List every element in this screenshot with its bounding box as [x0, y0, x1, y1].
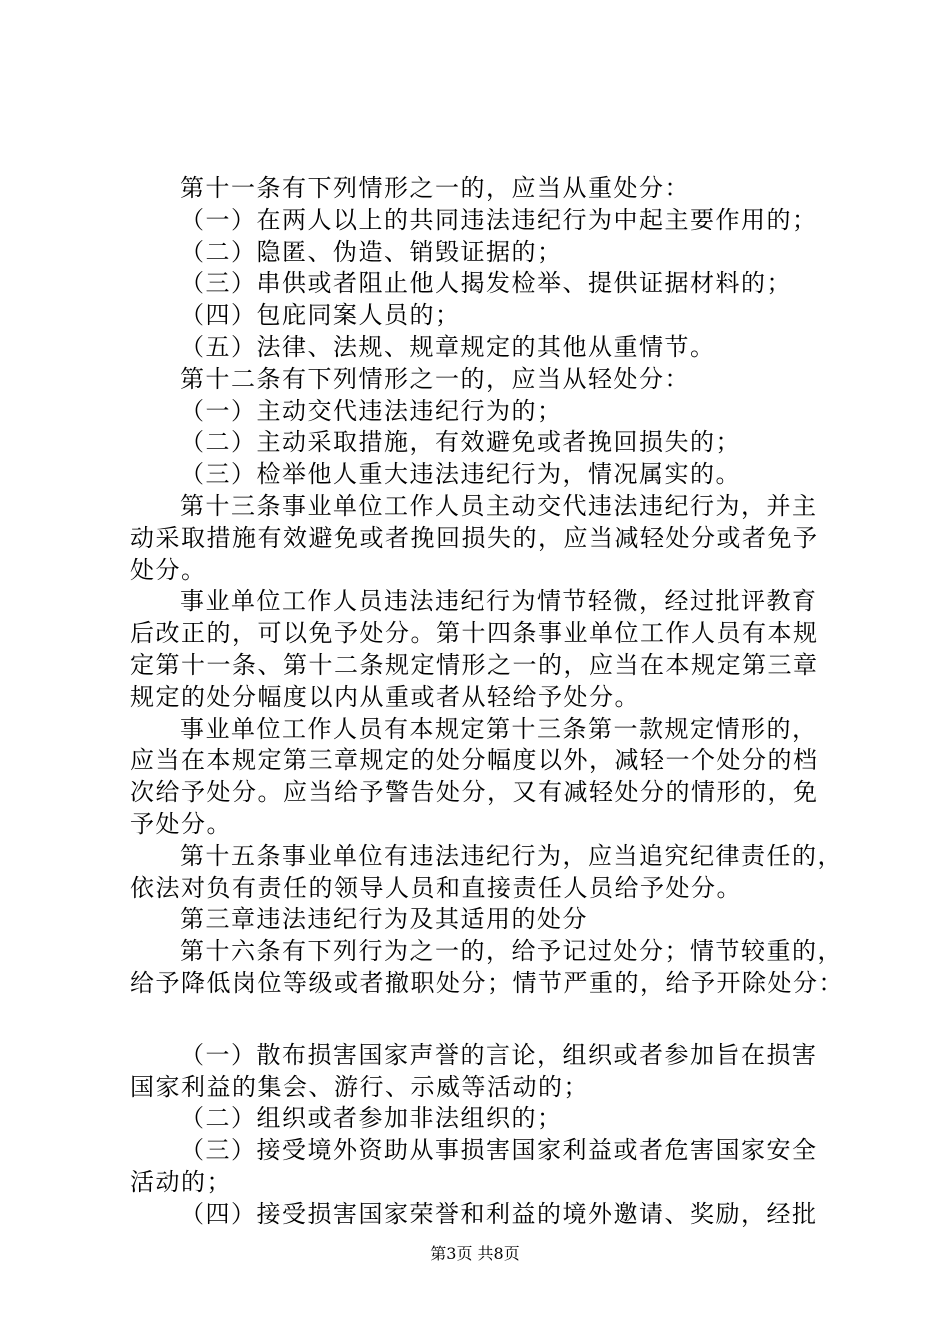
paragraph-line: 第十五条事业单位有违法违纪行为，应当追究纪律责任的， — [180, 841, 843, 870]
paragraph-line: 第十六条有下列行为之一的，给予记过处分；情节较重的， — [180, 937, 843, 966]
paragraph-line: （二）主动采取措施，有效避免或者挽回损失的； — [180, 428, 741, 457]
paragraph-line: （二）隐匿、伪造、销毁证据的； — [180, 237, 563, 266]
paragraph-line: 后改正的，可以免予处分。第十四条事业单位工作人员有本规 — [130, 619, 819, 648]
paragraph-line: （四）接受损害国家荣誉和利益的境外邀请、奖励，经批 — [180, 1199, 818, 1228]
paragraph-line: 国家利益的集会、游行、示威等活动的； — [130, 1072, 589, 1101]
paragraph-line: （一）散布损害国家声誉的言论，组织或者参加旨在损害 — [180, 1040, 818, 1069]
paragraph-line: 定第十一条、第十二条规定情形之一的，应当在本规定第三章 — [130, 650, 819, 679]
paragraph-line: 事业单位工作人员有本规定第十三条第一款规定情形的， — [180, 714, 818, 743]
paragraph-line: 第十一条有下列情形之一的，应当从重处分： — [180, 174, 690, 202]
paragraph-line: 次给予处分。应当给予警告处分，又有减轻处分的情形的，免 — [130, 778, 819, 807]
paragraph-line: （三）串供或者阻止他人揭发检举、提供证据材料的； — [180, 269, 792, 298]
paragraph-line: 第十三条事业单位工作人员主动交代违法违纪行为，并主 — [180, 491, 818, 520]
document-body — [130, 173, 844, 1231]
paragraph-line: 依法对负有责任的领导人员和直接责任人员给予处分。 — [130, 873, 742, 902]
paragraph-line: 给予降低岗位等级或者撤职处分；情节严重的，给予开除处分： — [130, 968, 844, 997]
paragraph-line: （二）组织或者参加非法组织的； — [180, 1104, 563, 1133]
page-number-footer: 第3页 共8页 — [430, 1244, 520, 1263]
paragraph-line: 活动的； — [130, 1167, 232, 1196]
chapter-heading: 第三章违法违纪行为及其适用的处分 — [180, 905, 588, 934]
paragraph-line: 应当在本规定第三章规定的处分幅度以外，减轻一个处分的档 — [130, 746, 819, 775]
paragraph-line: 第十二条有下列情形之一的，应当从轻处分： — [180, 364, 690, 393]
paragraph-line: 动采取措施有效避免或者挽回损失的，应当减轻处分或者免予 — [130, 523, 819, 552]
blank-line — [130, 1000, 830, 1040]
paragraph-line: 处分。 — [130, 555, 207, 584]
paragraph-line: 予处分。 — [130, 809, 232, 838]
paragraph-line: （一）在两人以上的共同违法违纪行为中起主要作用的； — [180, 205, 818, 234]
paragraph-line: （五）法律、法规、规章规定的其他从重情节。 — [180, 332, 716, 361]
paragraph-line: （三）接受境外资助从事损害国家利益或者危害国家安全 — [180, 1136, 818, 1165]
paragraph-line: （三）检举他人重大违法违纪行为，情况属实的。 — [180, 460, 741, 489]
paragraph-line: （一）主动交代违法违纪行为的； — [180, 396, 563, 425]
paragraph-line: （四）包庇同案人员的； — [180, 301, 461, 330]
paragraph-line: 规定的处分幅度以内从重或者从轻给予处分。 — [130, 682, 640, 711]
paragraph-line: 事业单位工作人员违法违纪行为情节轻微，经过批评教育 — [180, 587, 818, 616]
